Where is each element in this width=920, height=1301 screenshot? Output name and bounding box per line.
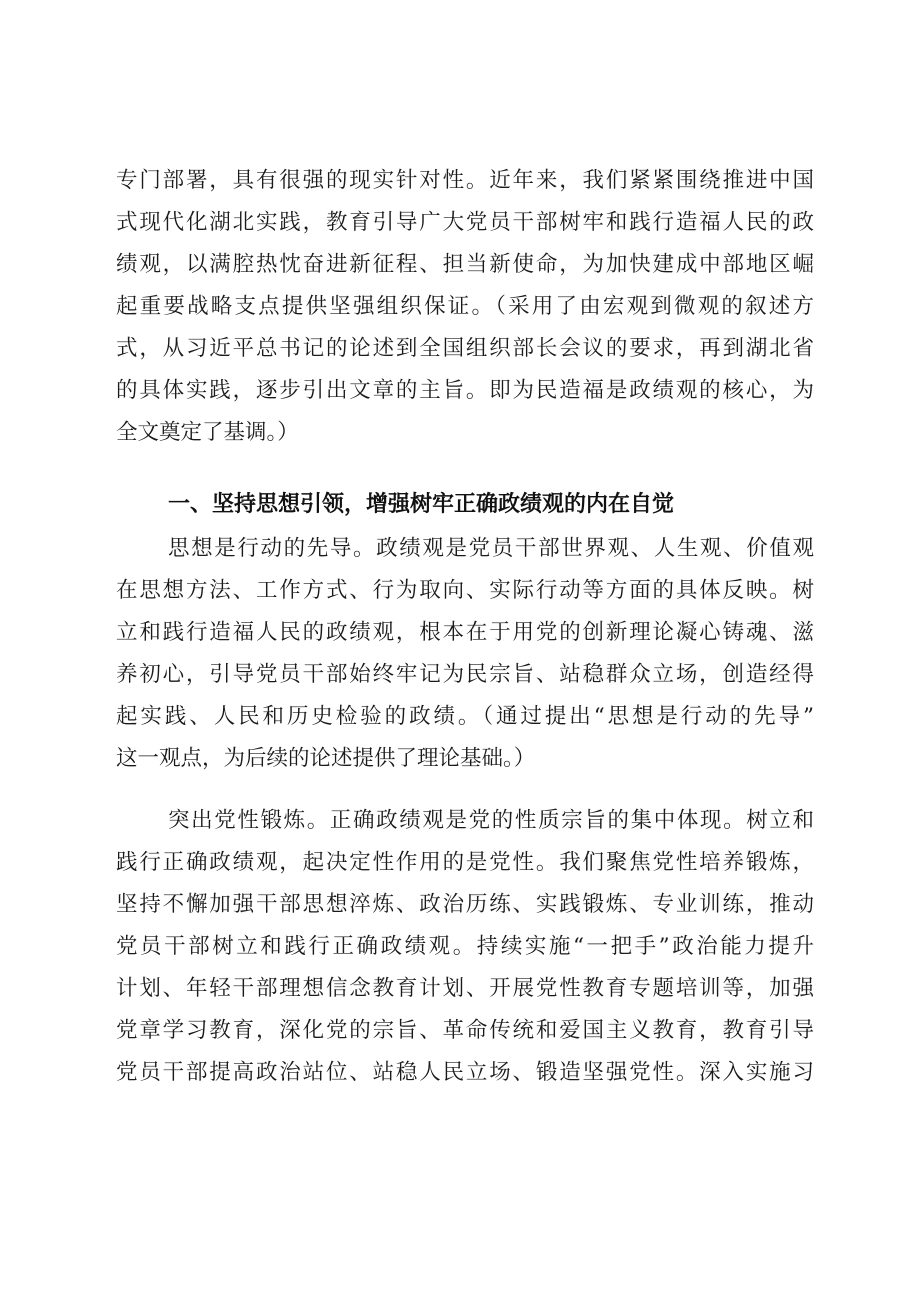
paragraph-line: 这一观点，为后续的论述提供了理论基础。） [116, 746, 536, 771]
paragraph-line: 起重要战略支点提供坚强组织保证。（采用了由宏观到微观的叙述方 [116, 294, 814, 319]
paragraph-line: 党章学习教育，深化党的宗旨、革命传统和爱国主义教育，教育引导 [116, 1018, 814, 1043]
paragraph-line: 践行正确政绩观，起决定性作用的是党性。我们聚焦党性培养锻炼， [116, 850, 814, 875]
paragraph-line: 在思想方法、工作方式、行为取向、实际行动等方面的具体反映。树 [116, 578, 814, 603]
paragraph-line: 绩观，以满腔热忱奋进新征程、担当新使命，为加快建成中部地区崛 [116, 252, 814, 277]
paragraph-party-spirit [116, 800, 814, 1094]
section-heading: 一、坚持思想引领，增强树牢正确政绩观的内在自觉 [168, 492, 675, 517]
paragraph-thought [116, 528, 814, 780]
paragraph-line: 式，从习近平总书记的论述到全国组织部长会议的要求，再到湖北省 [116, 336, 814, 361]
paragraph-line: 党员干部提高政治站位、站稳人民立场、锻造坚强党性。深入实施习 [116, 1060, 814, 1085]
paragraph-line: 突出党性锻炼。正确政绩观是党的性质宗旨的集中体现。树立和 [168, 808, 814, 833]
paragraph-line: 专门部署，具有很强的现实针对性。近年来，我们紧紧围绕推进中国 [116, 168, 814, 193]
paragraph-line: 党员干部树立和践行正确政绩观。持续实施“一把手”政治能力提升 [116, 934, 814, 959]
paragraph-line: 立和践行造福人民的政绩观，根本在于用党的创新理论凝心铸魂、滋 [116, 620, 814, 645]
paragraph-line: 式现代化湖北实践，教育引导广大党员干部树牢和践行造福人民的政 [116, 210, 814, 235]
paragraph-line: 起实践、人民和历史检验的政绩。（通过提出“思想是行动的先导” [116, 704, 814, 729]
paragraph-line: 养初心，引导党员干部始终牢记为民宗旨、站稳群众立场，创造经得 [116, 662, 814, 687]
paragraph-line: 的具体实践，逐步引出文章的主旨。即为民造福是政绩观的核心，为 [116, 378, 814, 403]
paragraph-line: 计划、年轻干部理想信念教育计划、开展党性教育专题培训等，加强 [116, 976, 814, 1001]
paragraph-intro [116, 160, 814, 454]
paragraph-line: 思想是行动的先导。政绩观是党员干部世界观、人生观、价值观 [168, 536, 814, 561]
paragraph-line: 全文奠定了基调。） [116, 420, 299, 445]
paragraph-line: 坚持不懈加强干部思想淬炼、政治历练、实践锻炼、专业训练，推动 [116, 892, 814, 917]
